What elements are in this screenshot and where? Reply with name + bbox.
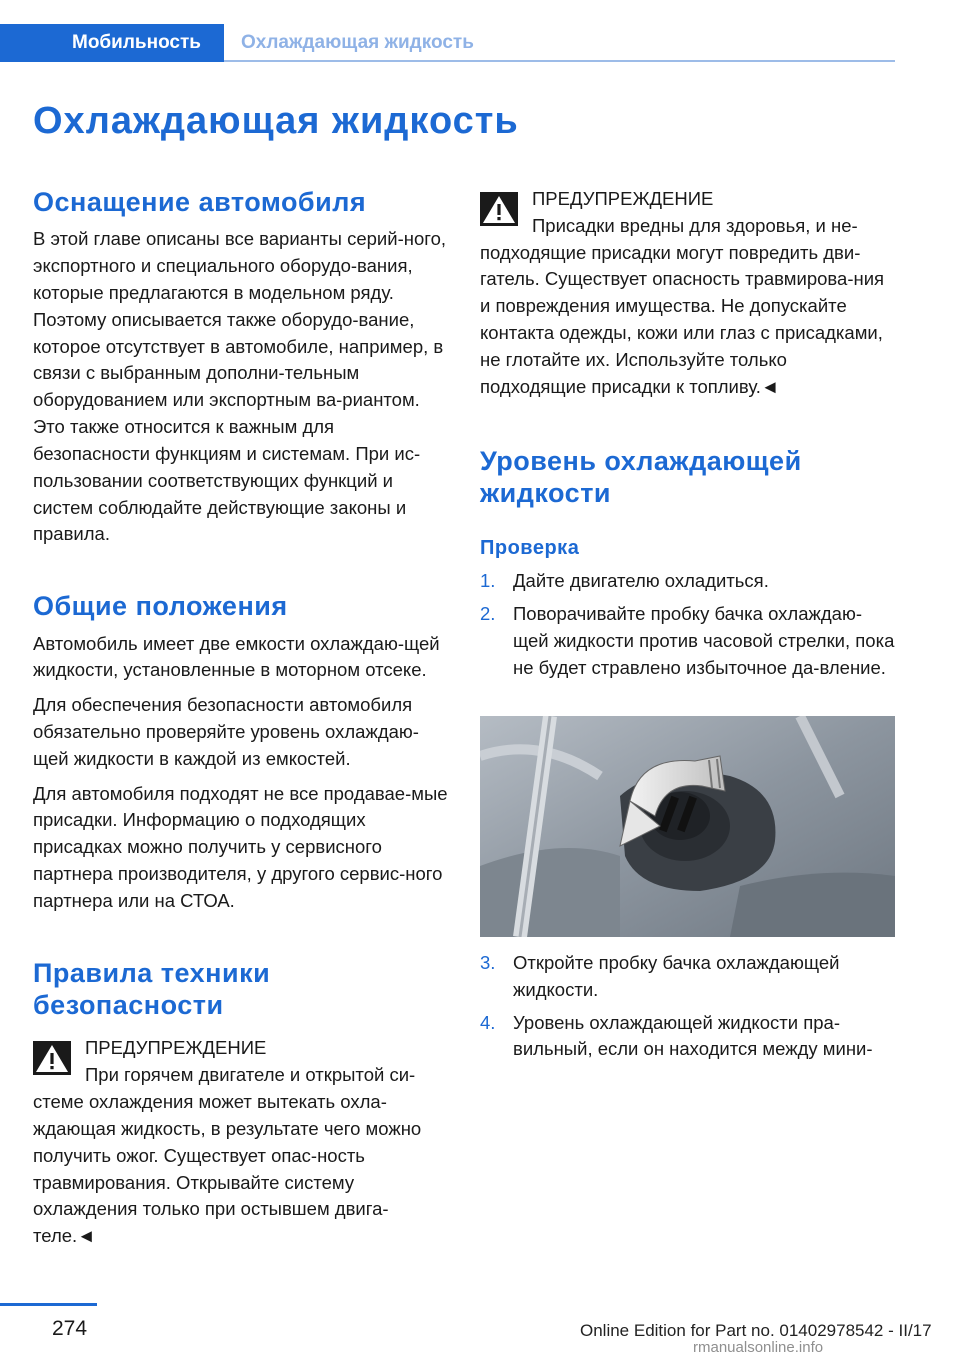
footer-accent-line <box>0 1303 97 1306</box>
warning-triangle-icon <box>33 1041 71 1075</box>
header-divider <box>224 60 895 62</box>
warning-text: стеме охлаждения может вытекать охла-ждающая жидкость, в результате чего можно получить ожог. Существует опас-ность травмирования. Открывайте систему охлаждения только при остывшем двига-теле.◄ <box>33 1091 422 1247</box>
header-bar <box>0 24 895 62</box>
section-title-coolant-level: Уровень охлаждающей жидкости <box>480 445 802 508</box>
page-number: 274 <box>52 1317 88 1340</box>
general-paragraph-2: Для обеспечения безопасности автомобиля обязательно проверяйте уровень охлаждаю-щей жидкости в каждой из емкостей. <box>33 694 419 769</box>
step-text: Дайте двигателю охладиться. <box>513 570 769 592</box>
warning-label: ПРЕДУПРЕЖДЕНИЕ <box>85 1037 267 1059</box>
coolant-cap-photo <box>480 716 895 937</box>
step-number: 2. <box>480 603 496 625</box>
warning-triangle-icon <box>480 192 518 226</box>
steps-list-b <box>480 950 895 1063</box>
steps-list-a <box>480 568 895 681</box>
step-text: Уровень охлаждающей жидкости пра-вильный, если он находится между мини- <box>513 1011 873 1060</box>
page-title: Охлаждающая жидкость <box>33 100 519 142</box>
step-text: Поворачивайте пробку бачка охлаждаю-щей жидкости против часовой стрелки, пока не будет стравлено избыточное да-вление. <box>513 603 895 678</box>
warning-text-first-line: Присадки вредны для здоровья, и не- <box>532 214 858 236</box>
warning-additives <box>480 186 895 401</box>
step-number: 1. <box>480 570 496 592</box>
list-item <box>480 1010 895 1064</box>
subsection-title-check: Проверка <box>480 537 580 560</box>
coolant-cap-illustration <box>480 716 895 937</box>
edition-note: Online Edition for Part no. 01402978542 - II/17 <box>580 1321 932 1340</box>
list-item <box>480 568 895 595</box>
warning-text: подходящие присадки могут повредить дви-гатель. Существует опасность травмирова-ния и повреждения имущества. Не допускайте контакта одежды, кожи или глаз с присадками, не глотайте их. Используйте только подходящие присадки к топливу.◄ <box>480 241 885 397</box>
step-number: 3. <box>480 952 496 973</box>
step-text: Откройте пробку бачка охлаждающей жидкости. <box>513 952 840 1000</box>
step-number: 4. <box>480 1011 496 1033</box>
section-title-general: Общие положения <box>33 591 288 622</box>
section-title-safety: Правила техники безопасности <box>33 957 271 1021</box>
warning-label: ПРЕДУПРЕЖДЕНИЕ <box>532 188 714 209</box>
right-column <box>480 186 895 688</box>
watermark-text: rmanualsonline.info <box>693 1339 824 1356</box>
section-tab-coolant[interactable]: Охлаждающая жидкость <box>241 32 474 53</box>
equipment-paragraph: В этой главе описаны все варианты серий-ного, экспортного и специального оборудо-вания, которые предлагаются в модельном ряду. Поэтому описывается также оборудо-вание, которое отсутствует в автомобиле, например, в связи с выбранным дополни-тельным оборудованием или экспортным ва-риантом. Это также относится к важным для безопасности функциям и системам. При ис-пользовании соответствующих функций и систем соблюдайте действующие законы и правила. <box>33 228 447 545</box>
list-item <box>480 950 895 1004</box>
section-title-equipment: Оснащение автомобиля <box>33 187 367 217</box>
left-column <box>33 186 448 1250</box>
warning-text-first-line: При горячем двигателе и открытой си- <box>85 1064 416 1086</box>
right-column-continued <box>480 950 895 1069</box>
warning-hot-engine <box>33 1035 448 1250</box>
chapter-tab-mobility[interactable]: Мобильность <box>0 24 224 62</box>
list-item <box>480 601 895 681</box>
general-paragraph-3: Для автомобиля подходят не все продавае-мые присадки. Информацию о подходящих присадках можно получить у сервисного партнера производителя, у другого сервис-ного партнера или на СТОА. <box>33 782 448 911</box>
general-paragraph-1: Автомобиль имеет две емкости охлаждаю-щей жидкости, установленные в моторном отсеке. <box>33 632 440 681</box>
